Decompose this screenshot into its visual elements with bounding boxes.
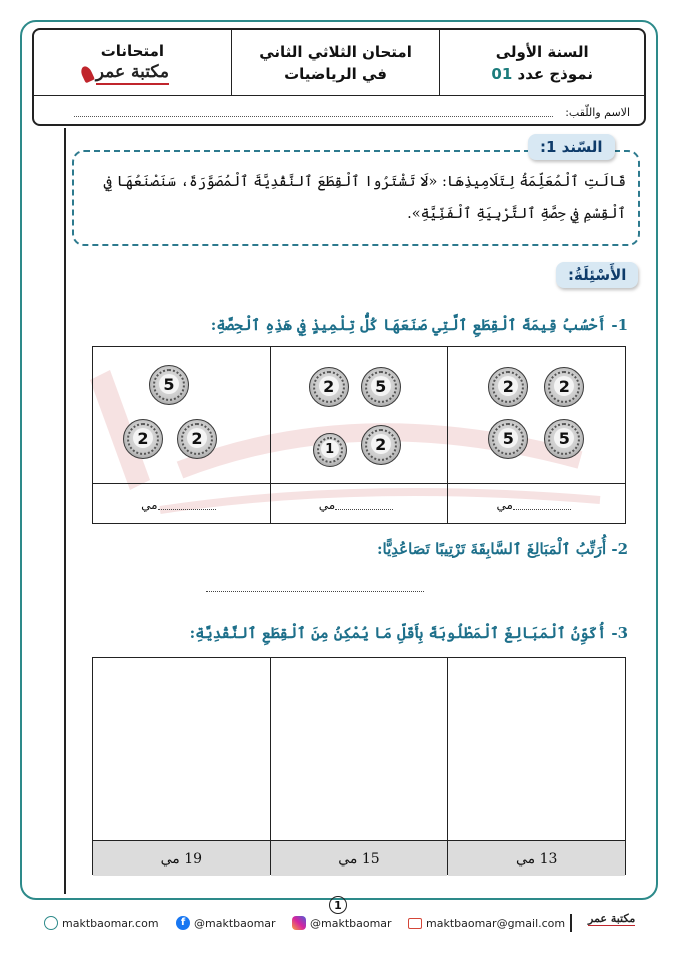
- coin-icon: 2: [309, 367, 349, 407]
- facebook-icon: f: [176, 916, 190, 930]
- name-row: [34, 96, 644, 126]
- coin-icon: 2: [123, 419, 163, 459]
- brand-logo: مكتبة عمر: [96, 62, 169, 85]
- year-label: السنة الأولى: [495, 42, 589, 61]
- coins-group-2: [270, 347, 448, 523]
- footer-facebook[interactable]: f @maktbaomar: [176, 912, 276, 934]
- coin-icon: 2: [544, 367, 584, 407]
- exam-header: [32, 28, 646, 126]
- coin-icon: 1: [313, 433, 347, 467]
- coin-icon: 5: [488, 419, 528, 459]
- instagram-icon: [292, 916, 306, 930]
- mail-icon: [408, 918, 422, 929]
- compose-drawing-area[interactable]: [93, 658, 270, 840]
- model-label: نموذج عدد 01: [491, 64, 593, 83]
- sanad-tag: السّند 1:: [528, 134, 615, 160]
- answer-field[interactable]: مي: [93, 483, 270, 525]
- coin-icon: 2: [361, 425, 401, 465]
- compose-table: [92, 657, 626, 875]
- footer: [40, 912, 640, 934]
- coin-icon: 2: [488, 367, 528, 407]
- question-2: 2- أُرَتِّبُ ٱلْمَبَالِغَ ٱلسَّابِقَةَ تَرْتِيبًا تَصَاعُدِيًّا:: [377, 540, 628, 558]
- footer-instagram[interactable]: @maktbaomar: [292, 912, 392, 934]
- footer-divider: [570, 914, 572, 932]
- coins-group-1: [447, 347, 625, 523]
- exams-label: امتحانات: [100, 42, 165, 60]
- question-1: 1- أَحْسُبُ قِيمَةَ ٱلْقِطَعِ ٱلَّتِي صَنَعَهَا كُلُّ تِلْمِيذٍ فِي هَذِهِ ٱلْحِصَّةِ:: [210, 316, 628, 334]
- page-number: 1: [329, 896, 347, 914]
- compose-drawing-area[interactable]: [271, 658, 448, 840]
- model-number: 01: [491, 64, 513, 83]
- target-amount: 19 مي: [93, 840, 270, 876]
- order-answer-field[interactable]: [206, 591, 424, 592]
- target-amount: 15 مي: [271, 840, 448, 876]
- header-exam-cell: [231, 30, 440, 95]
- coin-icon: 2: [177, 419, 217, 459]
- coin-icon: 5: [544, 419, 584, 459]
- coin-icon: 5: [361, 367, 401, 407]
- name-field[interactable]: [74, 107, 553, 117]
- compose-drawing-area[interactable]: [448, 658, 625, 840]
- question-3: 3- أُكَوِّنُ ٱلْمَبَالِغَ ٱلْمَطْلُوبَةَ بِأَقَلِّ مَا يُمْكِنُ مِنَ ٱلْقِطَعِ ٱلنَّقْدِيَّةِ:: [189, 624, 628, 642]
- answer-field[interactable]: مي: [448, 483, 625, 525]
- coins-group-3: [93, 347, 270, 523]
- globe-icon: [44, 916, 58, 930]
- exam-title: امتحان الثلاثي الثاني: [259, 42, 412, 61]
- margin-line: [64, 128, 66, 894]
- answer-field[interactable]: مي: [271, 483, 448, 525]
- header-level-cell: [439, 30, 644, 95]
- header-brand-cell: [34, 30, 231, 95]
- compose-column: [270, 658, 448, 874]
- name-label: الاسم واللّقب:: [565, 105, 630, 119]
- sanad-text: قَالَتِ ٱلْمُعَلِّمَةُ لِتَلَامِيذِهَا: «لَا تَشْتَرُوا ٱلْقِطَعَ ٱلنَّقْدِيَّةَ ٱلْمُصَوَّرَةَ، سَنَصْنَعُهَا فِي ٱلْقِسْمِ فِي حِصَّةِ ٱلتَّرْبِيَةِ ٱلْفَنِّيَّةِ».: [103, 174, 626, 222]
- target-amount: 13 مي: [448, 840, 625, 876]
- subject-label: في الرياضيات: [284, 64, 387, 83]
- compose-column: [447, 658, 625, 874]
- compose-column: [93, 658, 270, 874]
- coins-table: [92, 346, 626, 524]
- coin-icon: 5: [149, 365, 189, 405]
- footer-email[interactable]: maktbaomar@gmail.com: [408, 912, 565, 934]
- footer-logo: مكتبة عمر: [588, 912, 636, 925]
- questions-tag: الأَسْئِلَةُ:: [556, 262, 638, 288]
- footer-website[interactable]: maktbaomar.com: [44, 912, 159, 934]
